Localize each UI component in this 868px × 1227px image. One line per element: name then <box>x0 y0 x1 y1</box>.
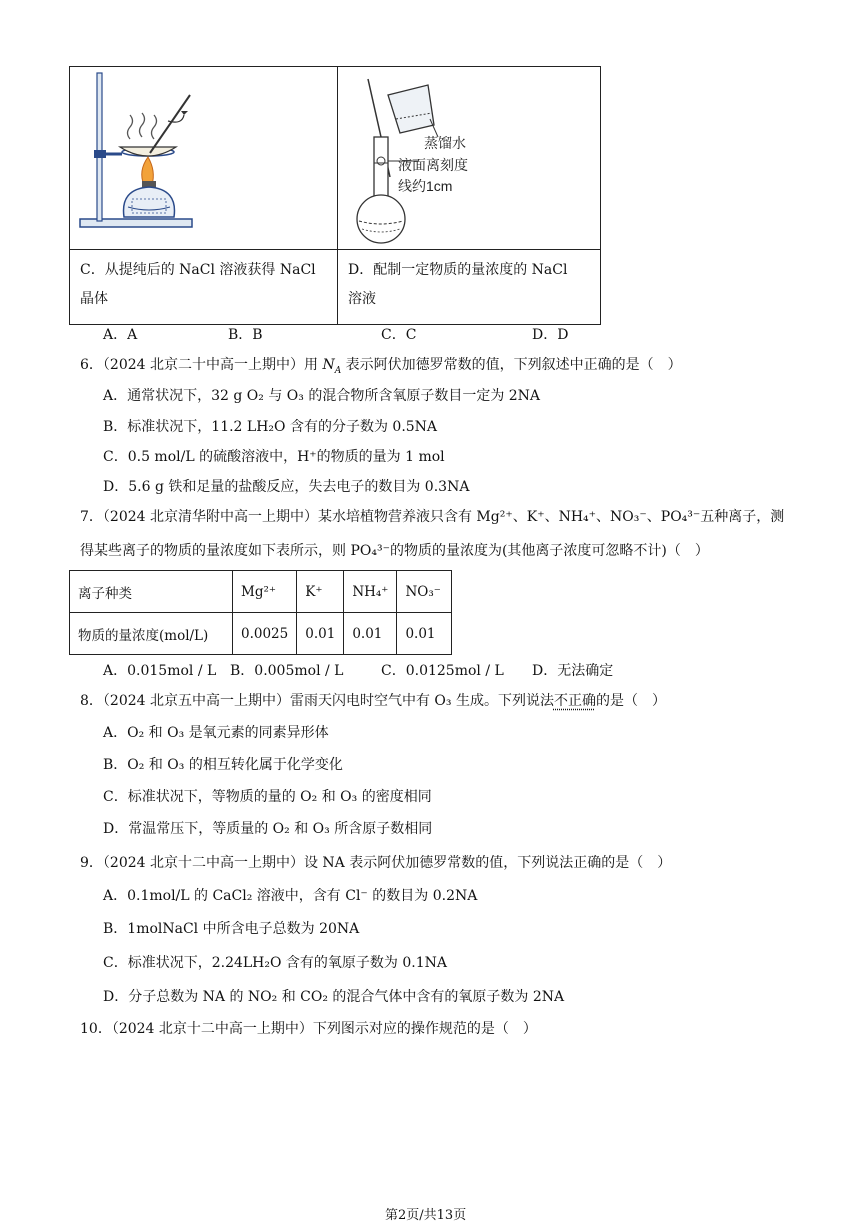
q7-option-c[interactable]: C．0.0125mol / L <box>381 663 504 679</box>
q7-option-a[interactable]: A．0.015mol / L <box>103 663 217 679</box>
q9-option-a[interactable]: A．0.1mol/L 的 CaCl₂ 溶液中，含有 Cl⁻ 的数目为 0.2NA <box>103 888 478 904</box>
q8-stem-emphasis: 不正确 <box>553 693 596 709</box>
table-cell: 0.01 <box>297 613 344 655</box>
q6-stem-part2: 表示阿伏加德罗常数的值，下列叙述中正确的是（ ） <box>341 357 682 373</box>
q6-option-d[interactable]: D．5.6 g 铁和足量的盐酸反应，失去电子的数目为 0.3NA <box>103 479 470 495</box>
q6-stem <box>80 354 682 376</box>
q6-option-a[interactable]: A．通常状况下，32 g O₂ 与 O₃ 的混合物所含氧原子数目一定为 2NA <box>103 388 541 404</box>
q7-option-d[interactable]: D．无法确定 <box>532 663 614 679</box>
q6-stem-na-sub: A <box>334 365 342 376</box>
q9-stem: 9．（2024 北京十二中高一上期中）设 NA 表示阿伏加德罗常数的值，下列说法正确的是（ ） <box>80 855 672 871</box>
ion-concentration-table <box>69 570 452 655</box>
figure-d-cell <box>338 67 601 250</box>
q9-option-d[interactable]: D．分子总数为 NA 的 NO₂ 和 CO₂ 的混合气体中含有的氧原子数为 2NA <box>103 989 565 1005</box>
figure-c-cell <box>70 67 338 250</box>
q9-option-c[interactable]: C．标准状况下，2.24LH₂O 含有的氧原子数为 0.1NA <box>103 955 448 971</box>
figure-d-caption <box>338 250 601 325</box>
evaporation-apparatus-drawing <box>70 67 337 249</box>
table-cell: 0.0025 <box>233 613 297 655</box>
q5-option-c[interactable]: C．C <box>381 327 417 343</box>
table-cell: 物质的量浓度(mol/L) <box>70 613 233 655</box>
figure-c-caption <box>70 250 338 325</box>
q8-option-c[interactable]: C．标准状况下，等物质的量的 O₂ 和 O₃ 的密度相同 <box>103 789 432 805</box>
q6-stem-part1: 6．（2024 北京二十中高一上期中）用 <box>80 357 323 373</box>
q8-option-b[interactable]: B．O₂ 和 O₃ 的相互转化属于化学变化 <box>103 757 343 773</box>
table-row <box>70 571 452 613</box>
q10-stem: 10．（2024 北京十二中高一上期中）下列图示对应的操作规范的是（ ） <box>80 1021 537 1037</box>
q5-option-b[interactable]: B．B <box>228 327 263 343</box>
table-header-cell: 离子种类 <box>70 571 233 613</box>
table-header-cell: NO₃⁻ <box>397 571 452 613</box>
figure-table <box>69 66 601 325</box>
caption-c-line1: C．从提纯后的 NaCl 溶液获得 NaCl <box>80 262 316 278</box>
label-distilled-water: 蒸馏水 <box>424 135 466 151</box>
page-footer: 第2页/共13页 <box>385 1208 467 1223</box>
table-cell: 0.01 <box>397 613 452 655</box>
q6-option-b[interactable]: B．标准状况下，11.2 LH₂O 含有的分子数为 0.5NA <box>103 419 438 435</box>
q8-stem-part2: 的是（ ） <box>595 693 666 709</box>
caption-c-line2: 晶体 <box>80 291 108 307</box>
table-header-cell: NH₄⁺ <box>344 571 397 613</box>
q8-stem-part1: 8．（2024 北京五中高一上期中）雷雨天闪电时空气中有 O₃ 生成。下列说法 <box>80 693 554 709</box>
q7-stem-line2: 得某些离子的物质的量浓度如下表所示，则 PO₄³⁻的物质的量浓度为(其他离子浓度可忽略不计)（ ） <box>80 543 709 559</box>
q7-stem-line1: 7．（2024 北京清华附中高一上期中）某水培植物营养液只含有 Mg²⁺、K⁺、NH₄⁺、NO₃⁻、PO₄³⁻五种离子，测 <box>80 509 785 525</box>
q8-option-a[interactable]: A．O₂ 和 O₃ 是氧元素的同素异形体 <box>103 725 329 741</box>
q8-option-d[interactable]: D．常温常压下，等质量的 O₂ 和 O₃ 所含原子数相同 <box>103 821 433 837</box>
table-header-cell: K⁺ <box>297 571 344 613</box>
q9-option-b[interactable]: B．1molNaCl 中所含电子总数为 20NA <box>103 921 360 937</box>
table-header-cell: Mg²⁺ <box>233 571 297 613</box>
table-row <box>70 613 452 655</box>
table-cell: 0.01 <box>344 613 397 655</box>
label-about-1cm: 线约1cm <box>398 178 453 194</box>
q8-stem <box>80 690 666 710</box>
volumetric-flask-drawing <box>338 67 600 249</box>
q7-option-b[interactable]: B．0.005mol / L <box>230 663 344 679</box>
q6-option-c[interactable]: C．0.5 mol/L 的硫酸溶液中，H⁺的物质的量为 1 mol <box>103 449 445 465</box>
caption-d-line1: D．配制一定物质的量浓度的 NaCl <box>348 262 568 278</box>
q6-stem-na: N <box>322 357 335 373</box>
caption-d-line2: 溶液 <box>348 291 376 307</box>
q5-option-a[interactable]: A．A <box>103 327 138 343</box>
q5-option-d[interactable]: D．D <box>532 327 569 343</box>
label-liquid-level: 液面离刻度 <box>398 157 468 173</box>
